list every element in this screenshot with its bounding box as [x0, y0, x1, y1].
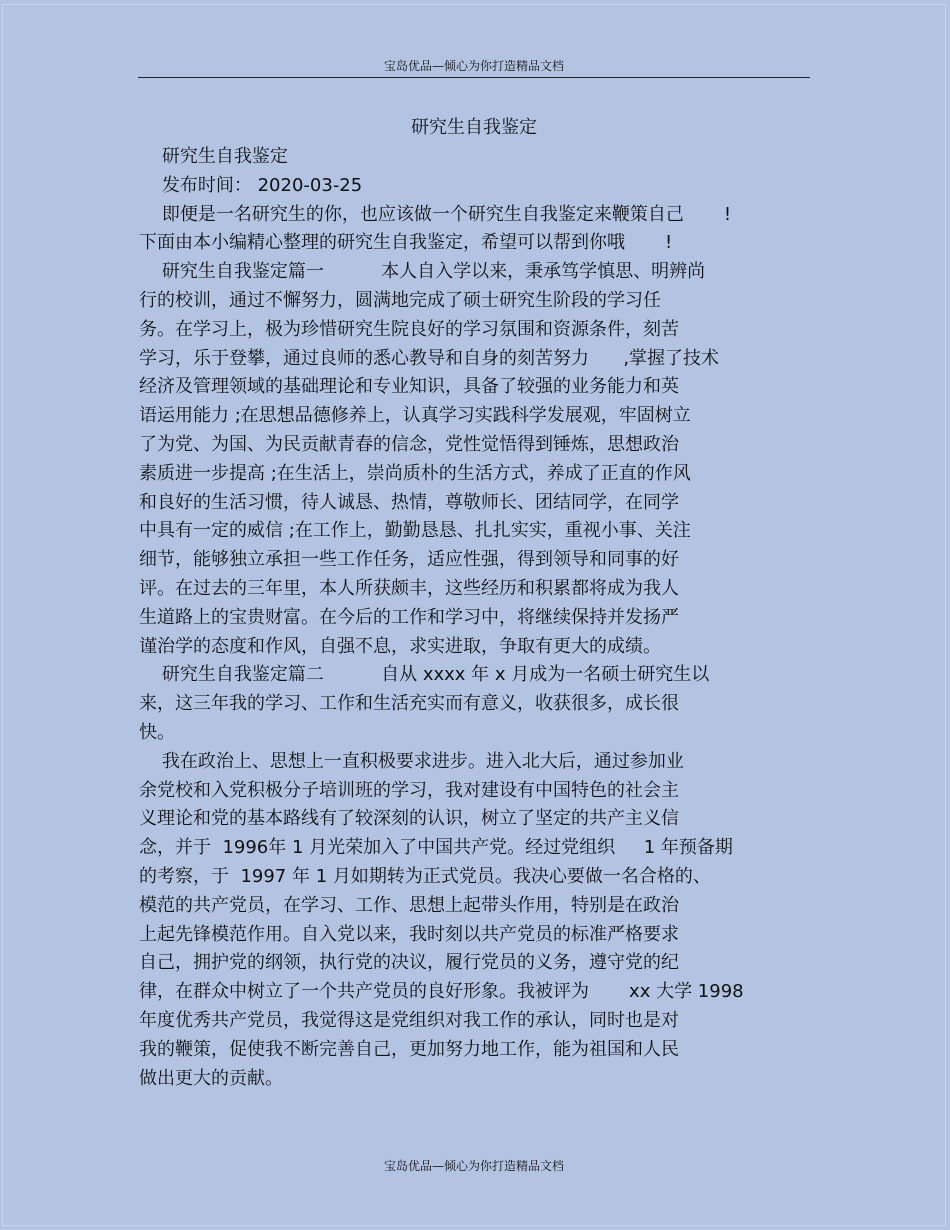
body-line: 年度优秀共产党员，我觉得这是党组织对我工作的承认，同时也是对 [139, 1009, 679, 1031]
document-title: 研究生自我鉴定 [411, 117, 537, 138]
body-line: 研究生自我鉴定篇二 自从 xxxx 年 x 月成为一名硕士研究生以 [139, 664, 710, 686]
body-line: 自己，拥护党的纲领，执行党的决议，履行党员的义务，遵守党的纪 [139, 952, 679, 974]
document-body [139, 143, 811, 1093]
body-line: 研究生自我鉴定 [139, 146, 288, 167]
body-line: 我在政治上、思想上一直积极要求进步。进入北大后，通过参加业 [139, 750, 684, 772]
body-line: 即便是一名研究生的你，也应该做一个研究生自我鉴定来鞭策自己 ! [139, 203, 732, 225]
page-header: 宝岛优品—倾心为你打造精品文档 [383, 59, 564, 73]
body-line: 谨治学的态度和作风，自强不息，求实进取，争取有更大的成绩。 [139, 635, 661, 657]
body-line: 评。在过去的三年里，本人所获颇丰，这些经历和积累都将成为我人 [139, 577, 679, 599]
body-line: 学习，乐于登攀，通过良师的悉心教导和自身的刻苦努力 ,掌握了技术 [139, 347, 720, 369]
body-line: 了为党、为国、为民贡献青春的信念，党性觉悟得到锤炼，思想政治 [139, 433, 679, 455]
body-line: 的考察，于 1997 年 1 月如期转为正式党员。我决心要做一名合格的、 [139, 865, 711, 887]
body-line: 律，在群众中树立了一个共产党员的良好形象。我被评为 xx 大学 1998 [139, 981, 744, 1003]
body-line: 研究生自我鉴定篇一 本人自入学以来，秉承笃学慎思、明辨尚 [139, 261, 706, 283]
body-line: 上起先锋模范作用。自入党以来，我时刻以共产党员的标准严格要求 [139, 923, 679, 945]
body-line: 语运用能力 ;在思想品德修养上，认真学习实践科学发展观，牢固树立 [139, 405, 691, 427]
body-line: 余党校和入党积极分子培训班的学习，我对建设有中国特色的社会主 [139, 779, 679, 801]
body-line: 念，并于 1996年 1 月光荣加入了中国共产党。经过党组织 1 年预备期 [139, 837, 733, 859]
body-line: 素质进一步提高 ;在生活上，崇尚质朴的生活方式，养成了正直的作风 [139, 462, 691, 484]
body-line: 下面由本小编精心整理的研究生自我鉴定，希望可以帮到你哦 ! [139, 232, 673, 254]
body-line: 来，这三年我的学习、工作和生活充实而有意义，收获很多，成长很 [139, 693, 679, 715]
body-line: 中具有一定的威信 ;在工作上，勤勤恳恳、扎扎实实，重视小事、关注 [139, 520, 691, 542]
body-line: 做出更大的贡献。 [139, 1067, 283, 1089]
body-line: 经济及管理领域的基础理论和专业知识，具备了较强的业务能力和英 [139, 376, 679, 398]
body-line: 和良好的生活习惯，待人诚恳、热情，尊敬师长、团结同学，在同学 [139, 491, 679, 513]
body-line: 义理论和党的基本路线有了较深刻的认识，树立了坚定的共产主义信 [139, 808, 679, 830]
body-line: 快。 [139, 721, 175, 743]
body-line: 发布时间： 2020-03-25 [139, 174, 363, 196]
body-line: 行的校训，通过不懈努力，圆满地完成了硕士研究生阶段的学习任 [139, 289, 661, 311]
header-rule [138, 77, 810, 78]
body-line: 细节，能够独立承担一些工作任务，适应性强，得到领导和同事的好 [139, 549, 679, 571]
body-line: 务。在学习上，极为珍惜研究生院良好的学习氛围和资源条件，刻苦 [139, 318, 679, 340]
body-line: 我的鞭策，促使我不断完善自己，更加努力地工作，能为祖国和人民 [139, 1038, 679, 1060]
body-line: 模范的共产党员，在学习、工作、思想上起带头作用，特别是在政治 [139, 894, 679, 916]
page-footer: 宝岛优品—倾心为你打造精品文档 [383, 1159, 564, 1173]
body-line: 生道路上的宝贵财富。在今后的工作和学习中，将继续保持并发扬严 [139, 606, 679, 628]
